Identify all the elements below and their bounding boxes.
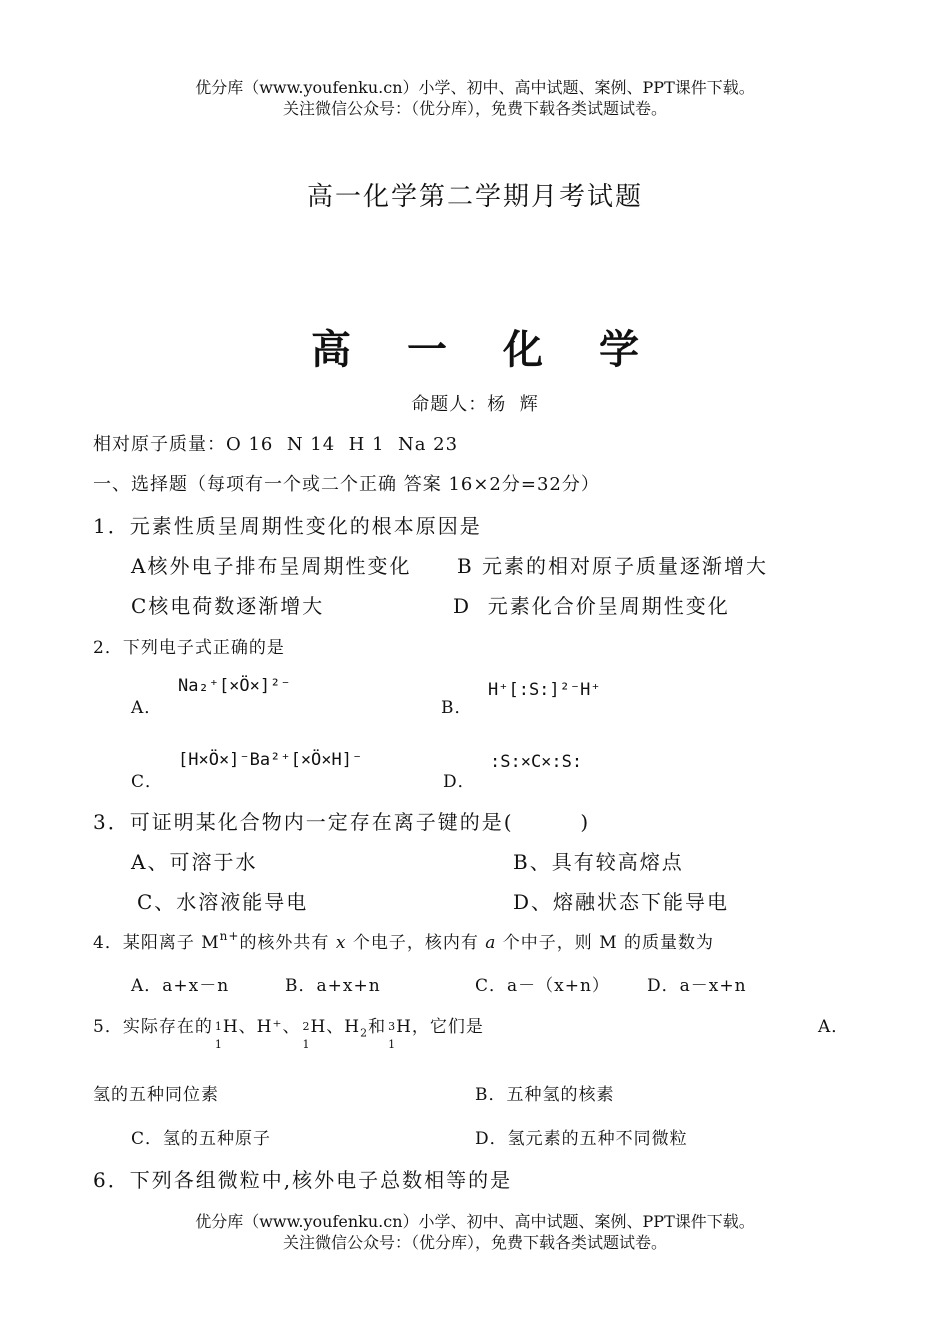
q4-stem-mid1: 的核外共有 [239, 933, 336, 953]
q2-formula-d: :S:×C×:S: [490, 752, 583, 772]
q2-formula-c: [H×Ö×]⁻Ba²⁺[×Ö×H]⁻ [178, 750, 363, 770]
q4-stem-pre: 4．某阳离子 M [93, 933, 220, 953]
title-char-2: 一 [407, 326, 447, 373]
q4-stem-post: 个中子，则 M 的质量数为 [496, 933, 715, 953]
q2-formula-b: H⁺[:S:]²⁻H⁺ [488, 680, 601, 700]
q5-option-d: D．氢元素的五种不同微粒 [475, 1129, 688, 1149]
q4-charge-sup: n+ [219, 929, 240, 943]
q1-option-c: C核电荷数逐渐增大 [131, 594, 325, 618]
q1-option-a: A核外电子排布呈周期性变化 [131, 554, 412, 578]
q5-option-c: C．氢的五种原子 [131, 1129, 272, 1149]
q5-stem-pre: 5．实际存在的 [93, 1017, 213, 1037]
q3-stem: 3．可证明某化合物内一定存在离子键的是( ) [93, 810, 591, 834]
q6-stem: 6．下列各组微粒中,核外电子总数相等的是 [93, 1168, 513, 1192]
q5-h2-sub: 2 [360, 1026, 369, 1040]
author-line: 命题人：杨 辉 [411, 394, 539, 415]
q5-mid3: 和 [368, 1017, 387, 1037]
title-char-3: 化 [503, 326, 543, 373]
q5-isotope-2 [300, 1012, 311, 1051]
header-line-1: 优分库（www.youfenku.cn）小学、初中、高中试题、案例、PPT课件下载。 [195, 78, 755, 97]
q5-isotope-1 [213, 1012, 223, 1051]
q2-label-d: D． [443, 772, 476, 792]
q2-formula-a: Na₂⁺[×Ö×]²⁻ [178, 676, 291, 696]
q4-stem [93, 928, 714, 953]
footer-line-2: 关注微信公众号：（优分库），免费下载各类试题试卷。 [282, 1233, 667, 1252]
q5-iso2-num: 1 [302, 1038, 311, 1051]
q5-iso1-num: 1 [214, 1038, 223, 1051]
title-char-1: 高 [311, 326, 351, 373]
footer-line-1: 优分库（www.youfenku.cn）小学、初中、高中试题、案例、PPT课件下载。 [195, 1212, 755, 1231]
q4-stem-mid2: 个电子，核内有 [346, 933, 486, 953]
q4-option-d: D．a－x+n [647, 976, 747, 996]
q5-iso3-num: 1 [388, 1038, 397, 1051]
q5-isotope-3 [386, 1012, 397, 1051]
q3-option-a: A、可溶于水 [131, 850, 258, 874]
q3-option-b: B、具有较高熔点 [513, 850, 684, 874]
q5-post: H，它们是 [396, 1017, 484, 1037]
q3-option-c: C、水溶液能导电 [137, 890, 309, 914]
q5-option-a: 氢的五种同位素 [93, 1085, 219, 1105]
q5-mid2: H、H [310, 1017, 361, 1037]
q5-stem [93, 1012, 484, 1051]
header-line-2: 关注微信公众号：（优分库），免费下载各类试题试卷。 [282, 99, 667, 118]
q1-stem: 1．元素性质呈周期性变化的根本原因是 [93, 514, 482, 538]
q1-option-d: D 元素化合价呈周期性变化 [453, 594, 730, 618]
q5-iso1-mass: 1 [214, 1020, 223, 1033]
q4-option-b: B．a+x+n [285, 976, 381, 996]
q1-option-b: B 元素的相对原子质量逐渐增大 [457, 554, 769, 578]
atomic-mass-line: 相对原子质量：O 16 N 14 H 1 Na 23 [93, 434, 459, 455]
title-char-4: 学 [599, 326, 639, 373]
q2-label-a: A． [131, 698, 163, 718]
q5-iso3-mass: 3 [388, 1020, 397, 1033]
q5-mid1: H、H⁺、 [222, 1017, 301, 1037]
exam-subtitle: 高一化学第二学期月考试题 [306, 182, 643, 212]
q2-stem: 2．下列电子式正确的是 [93, 638, 285, 658]
q4-option-a: A．a+x－n [131, 976, 230, 996]
q5-iso2-mass: 2 [302, 1020, 311, 1033]
q2-label-c: C． [131, 772, 164, 792]
q3-option-d: D、熔融状态下能导电 [513, 890, 730, 914]
q4-var-a: a [485, 933, 497, 953]
q4-option-c: C．a－（x+n） [475, 976, 610, 996]
q4-var-x: x [335, 933, 347, 953]
q2-label-b: B． [441, 698, 473, 718]
q5-label-a: A． [818, 1017, 850, 1037]
exam-title [0, 318, 950, 375]
q5-option-b: B．五种氢的核素 [475, 1085, 615, 1105]
section-heading: 一、选择题（每项有一个或二个正确 答案 16×2分=32分） [93, 474, 600, 495]
